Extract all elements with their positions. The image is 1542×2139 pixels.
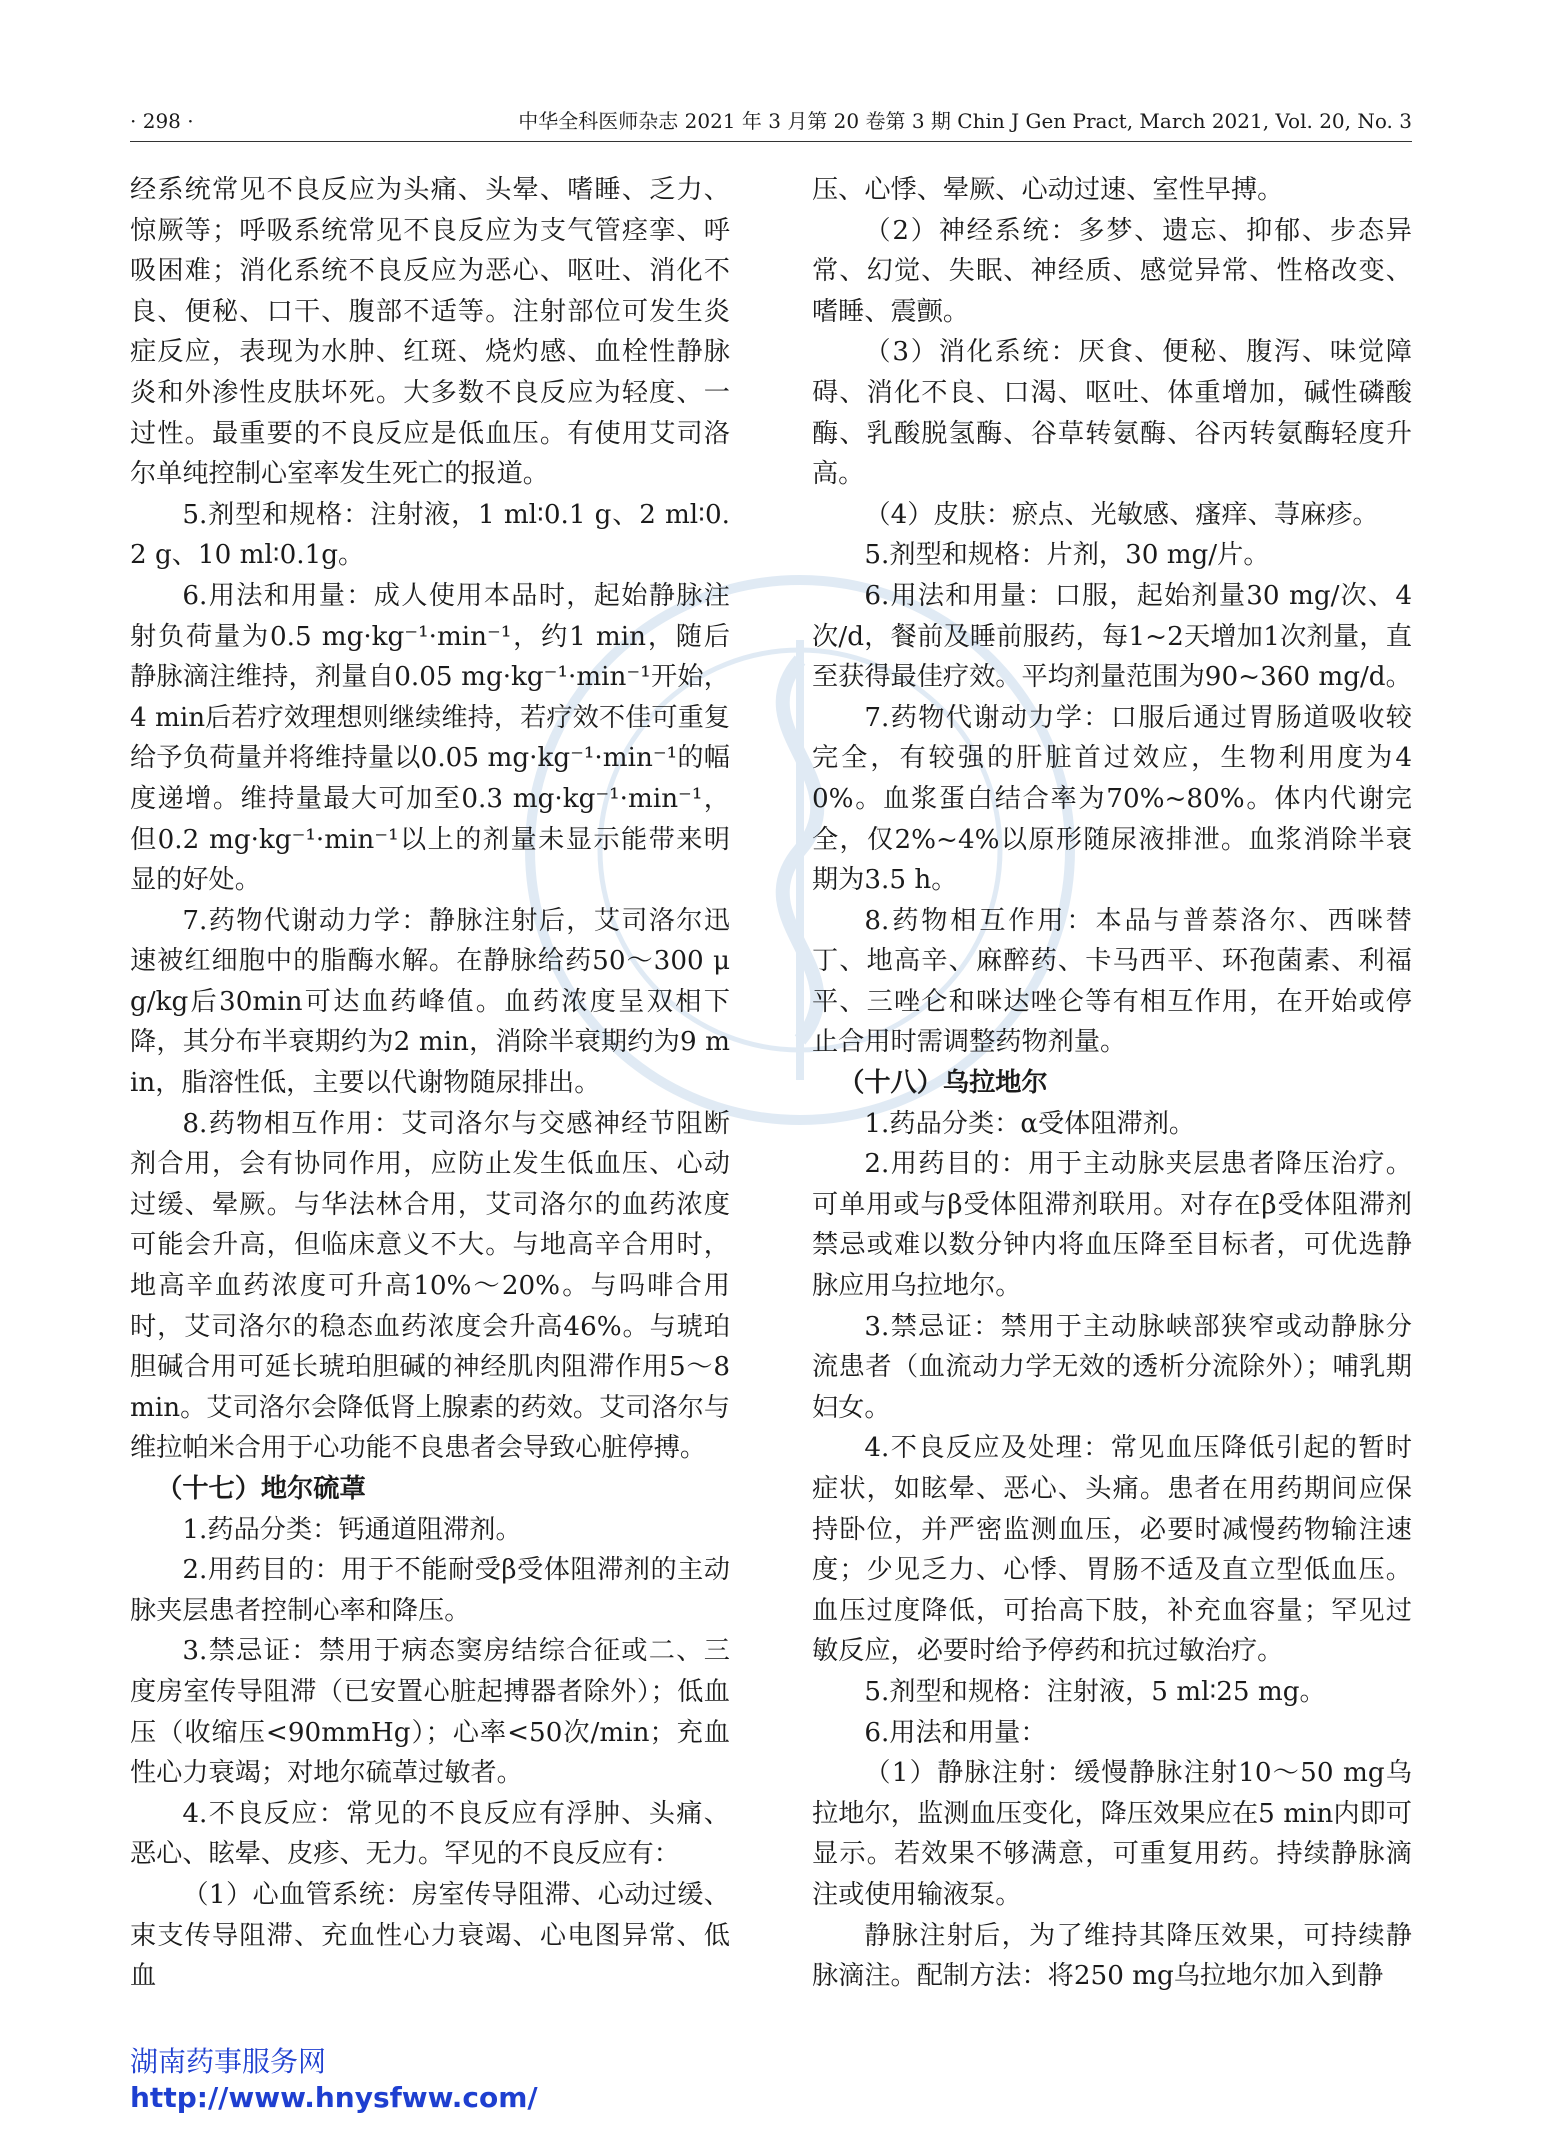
section-heading: （十七）地尔硫䓬 xyxy=(156,1474,366,1504)
paragraph: 2.用药目的：用于不能耐受β受体阻滞剂的主动脉夹层患者控制心率和降压。 xyxy=(130,1555,730,1626)
paragraph: 2.用药目的：用于主动脉夹层患者降压治疗。可单用或与β受体阻滞剂联用。对存在β受体阻滞剂禁忌或难以数分钟内将血压降至目标者，可优选静脉应用乌拉地尔。 xyxy=(812,1149,1412,1302)
footer-watermark xyxy=(130,2044,538,2116)
paragraph: （2）神经系统：多梦、遗忘、抑郁、步态异常、幻觉、失眠、神经质、感觉异常、性格改变、嗜睡、震颤。 xyxy=(812,215,1412,327)
page-number: · 298 · xyxy=(130,109,194,133)
right-column xyxy=(812,170,1412,1997)
paragraph: （3）消化系统：厌食、便秘、腹泻、味觉障碍、消化不良、口渴、呕吐、体重增加，碱性磷酸酶、乳酸脱氢酶、谷草转氨酶、谷丙转氨酶轻度升高。 xyxy=(812,337,1412,490)
paragraph: 8.药物相互作用：艾司洛尔与交感神经节阻断剂合用，会有协同作用，应防止发生低血压、心动过缓、晕厥。与华法林合用，艾司洛尔的血药浓度可能会升高，但临床意义不大。与地高辛合用时，地高辛血药浓度可升高10%～20%。与吗啡合用时，艾司洛尔的稳态血药浓度会升高46%。与琥珀胆碱合用可延长琥珀胆碱的神经肌肉阻滞作用5～8 min。艾司洛尔会降低肾上腺素的药效。艾司洛尔与维拉帕米合用于心功能不良患者会导致心脏停搏。 xyxy=(130,1108,731,1464)
site-name: 湖南药事服务网 xyxy=(130,2045,327,2078)
paragraph: 5.剂型和规格：片剂，30 mg/片。 xyxy=(864,540,1270,571)
paragraph: 7.药物代谢动力学：静脉注射后，艾司洛尔迅速被红细胞中的脂酶水解。在静脉给药50～300 μg/kg后30min可达血药峰值。血药浓度呈双相下降，其分布半衰期约为2 min，消除半衰期约为9 min，脂溶性低，主要以代谢物随尿排出。 xyxy=(130,905,730,1099)
paragraph: 压、心悸、晕厥、心动过速、室性早搏。 xyxy=(812,175,1284,205)
paragraph: 4.不良反应：常见的不良反应有浮肿、头痛、恶心、眩晕、皮疹、无力。罕见的不良反应有： xyxy=(130,1798,730,1870)
paragraph: （1）心血管系统：房室传导阻滞、心动过缓、束支传导阻滞、充血性心力衰竭、心电图异常、低血 xyxy=(130,1879,730,1992)
paragraph: （1）静脉注射：缓慢静脉注射10～50 mg乌拉地尔，监测血压变化，降压效果应在5 min内即可显示。若效果不够满意，可重复用药。持续静脉滴注或使用输液泵。 xyxy=(812,1758,1412,1910)
paragraph: 8.药物相互作用：本品与普萘洛尔、西咪替丁、地高辛、麻醉药、卡马西平、环孢菌素、利福平、三唑仑和咪达唑仑等有相互作用，在开始或停止合用时需调整药物剂量。 xyxy=(812,905,1412,1058)
paragraph: 6.用法和用量：成人使用本品时，起始静脉注射负荷量为0.5 mg·kg⁻¹·min⁻¹，约1 min，随后静脉滴注维持，剂量自0.05 mg·kg⁻¹·min⁻¹开始，4 min后若疗效理想则继续维持，若疗效不佳可重复给予负荷量并将维持量以0.05 mg·kg⁻¹·min⁻¹的幅度递增。维持量最大可加至0.3 mg·kg⁻¹·min⁻¹，但0.2 mg·kg⁻¹·min⁻¹以上的剂量未显示能带来明显的好处。 xyxy=(130,580,730,896)
paragraph: 6.用法和用量： xyxy=(864,1717,1047,1748)
header-rule xyxy=(130,141,1412,142)
running-header xyxy=(130,102,1412,142)
paragraph: 3.禁忌证：禁用于病态窦房结综合征或二、三度房室传导阻滞（已安置心脏起搏器者除外）；低血压（收缩压<90mmHg）；心率<50次/min；充血性心力衰竭；对地尔硫䓬过敏者。 xyxy=(130,1636,730,1789)
paragraph: 3.禁忌证：禁用于主动脉峡部狭窄或动静脉分流患者（血流动力学无效的透析分流除外）；哺乳期妇女。 xyxy=(812,1311,1412,1423)
journal-citation: 中华全科医师杂志 2021 年 3 月第 20 卷第 3 期 Chin J Gen Pract, March 2021, Vol. 20, No. 3 xyxy=(518,109,1412,133)
paragraph: 经系统常见不良反应为头痛、头晕、嗜睡、乏力、惊厥等；呼吸系统常见不良反应为支气管痉挛、呼吸困难；消化系统不良反应为恶心、呕吐、消化不良、便秘、口干、腹部不适等。注射部位可发生炎症反应，表现为水肿、红斑、烧灼感、血栓性静脉炎和外渗性皮肤坏死。大多数不良反应为轻度、一过性。最重要的不良反应是低血压。有使用艾司洛尔单纯控制心室率发生死亡的报道。 xyxy=(130,175,730,490)
left-column xyxy=(130,170,730,1997)
paragraph: （4）皮肤：瘀点、光敏感、瘙痒、荨麻疹。 xyxy=(864,499,1379,530)
paragraph: 6.用法和用量：口服，起始剂量30 mg/次、4次/d，餐前及睡前服药，每1~2天增加1次剂量，直至获得最佳疗效。平均剂量范围为90~360 mg/d。 xyxy=(812,580,1412,693)
section-heading: （十八）乌拉地尔 xyxy=(838,1068,1048,1099)
paragraph: 1.药品分类：钙通道阻滞剂。 xyxy=(182,1514,522,1545)
site-url-link[interactable]: http://www.hnysfww.com/ xyxy=(130,2081,538,2114)
paragraph: 1.药品分类：α受体阻滞剂。 xyxy=(864,1108,1196,1139)
paragraph: 4.不良反应及处理：常见血压降低引起的暂时症状，如眩晕、恶心、头痛。患者在用药期间应保持卧位，并严密监测血压，必要时减慢药物输注速度；少见乏力、心悸、胃肠不适及直立型低血压。血压过度降低，可抬高下肢，补充血容量；罕见过敏反应，必要时给予停药和抗过敏治疗。 xyxy=(812,1433,1412,1667)
paragraph: 静脉注射后，为了维持其降压效果，可持续静脉滴注。配制方法：将250 mg乌拉地尔加入到静 xyxy=(812,1920,1412,1992)
paragraph: 7.药物代谢动力学：口服后通过胃肠道吸收较完全，有较强的肝脏首过效应，生物利用度为40%。血浆蛋白结合率为70%~80%。体内代谢完全，仅2%~4%以原形随尿液排泄。血浆消除半衰期为3.5 h。 xyxy=(812,702,1412,896)
paragraph: 5.剂型和规格：注射液，5 ml∶25 mg。 xyxy=(864,1676,1326,1707)
paragraph: 5.剂型和规格：注射液，1 ml∶0.1 g、2 ml∶0.2 g、10 ml∶0.1g。 xyxy=(130,499,730,571)
